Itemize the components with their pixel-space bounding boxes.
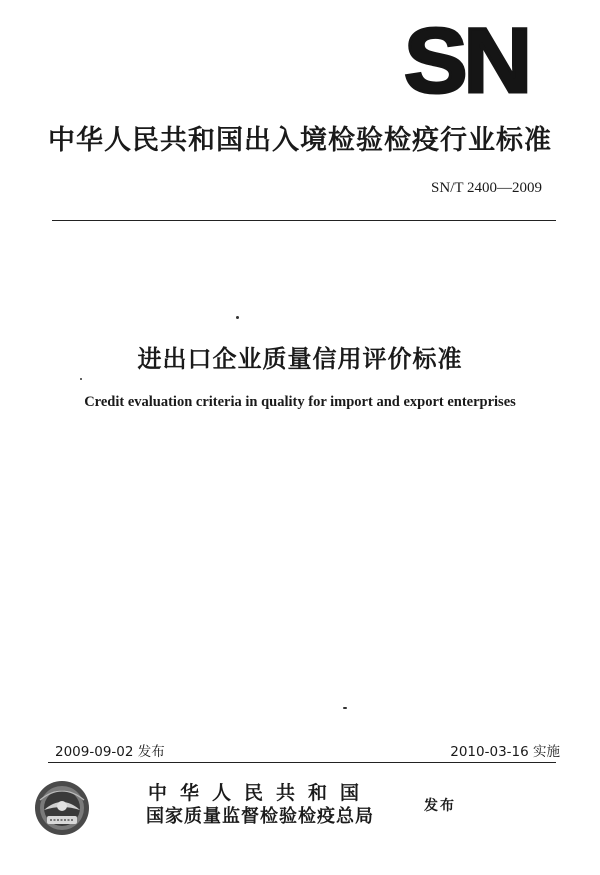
- issue-date: 2009-09-02 发布: [55, 744, 165, 760]
- issuer-line-country: 中华人民共和国: [148, 782, 373, 804]
- aqsiq-seal-icon: [34, 780, 90, 836]
- publish-label: 发布: [424, 798, 456, 814]
- scan-speck: [236, 316, 239, 319]
- document-title-en: Credit evaluation criteria in quality for import and export enterprises: [84, 394, 516, 410]
- sn-logo: [402, 22, 530, 100]
- header-divider: [52, 220, 556, 221]
- scan-speck: [80, 378, 82, 380]
- scan-speck: [343, 707, 347, 709]
- industry-standard-title: 中华人民共和国出入境检验检疫行业标准: [48, 125, 552, 156]
- implementation-date: 2010-03-16 实施: [450, 744, 560, 760]
- footer-divider: [48, 762, 556, 763]
- standard-number: SN/T 2400—2009: [431, 180, 542, 196]
- issuer-line-agency: 国家质量监督检验检疫总局: [146, 806, 374, 827]
- document-title-zh: 进出口企业质量信用评价标准: [137, 345, 463, 373]
- sn-logo-text: SN: [404, 22, 528, 100]
